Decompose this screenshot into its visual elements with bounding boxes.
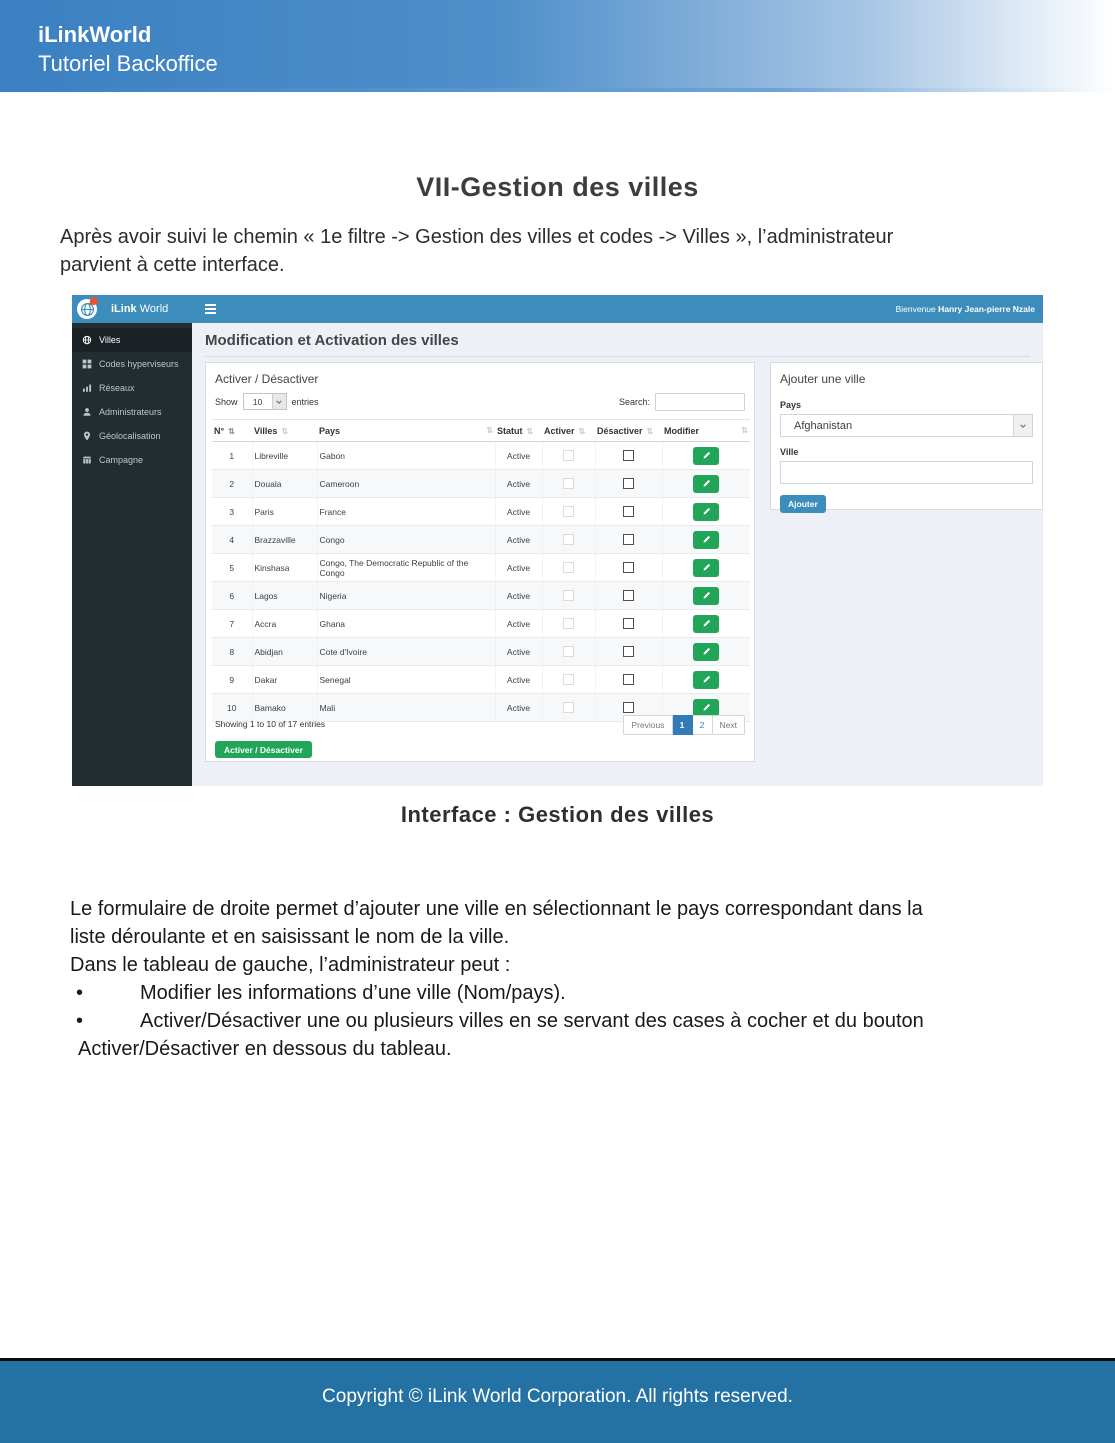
modifier-button[interactable]: [693, 615, 719, 633]
sidebar-item-geolocalisation[interactable]: [72, 424, 192, 448]
entries-label: entries: [291, 396, 319, 407]
pays-cell: Nigeria: [317, 582, 495, 610]
statut-cell: Active: [495, 638, 542, 666]
edit-pencil-icon: [702, 647, 711, 656]
statut-cell: Active: [495, 610, 542, 638]
sidebar-item-reseaux[interactable]: [72, 376, 192, 400]
ville-cell: Accra: [252, 610, 317, 638]
edit-pencil-icon: [702, 535, 711, 544]
activer-checkbox[interactable]: [563, 534, 574, 545]
ilink-globe-logo-icon: [77, 299, 97, 319]
statut-cell: Active: [495, 526, 542, 554]
figure-caption: Interface : Gestion des villes: [400, 802, 715, 827]
ville-cell: Abidjan: [252, 638, 317, 666]
row-number-cell: 3: [212, 498, 252, 526]
ville-cell: Lagos: [252, 582, 317, 610]
row-number-cell: 2: [212, 470, 252, 498]
search-label: Search:: [618, 397, 650, 407]
intro-line-2: parvient à cette interface.: [60, 254, 285, 276]
activer-checkbox[interactable]: [563, 646, 574, 657]
row-number-cell: 8: [212, 638, 252, 666]
villes-table-card: [205, 362, 755, 762]
bullet-marker: •: [76, 982, 84, 1004]
header-label: Statut: [497, 425, 523, 436]
desactiver-checkbox[interactable]: [623, 590, 634, 601]
pays-selected-value: Afghanistan: [794, 419, 853, 432]
bullet-item: [70, 979, 1070, 1007]
activer-checkbox[interactable]: [563, 478, 574, 489]
pays-cell: Congo, The Democratic Republic of the Congo: [317, 554, 495, 582]
statut-cell: Active: [495, 582, 542, 610]
header-label: N°: [214, 425, 225, 436]
statut-cell: Active: [495, 666, 542, 694]
edit-pencil-icon: [702, 479, 711, 488]
statut-cell: Active: [495, 498, 542, 526]
document-brand: iLinkWorld: [38, 22, 152, 47]
row-number-cell: 6: [212, 582, 252, 610]
header-pays[interactable]: [317, 420, 495, 442]
header-activer[interactable]: [542, 420, 595, 442]
showing-entries-text: Showing 1 to 10 of 17 entries: [215, 719, 326, 729]
table-row: [212, 554, 750, 582]
header-statut[interactable]: [495, 420, 542, 442]
app-brand-light: World: [139, 303, 169, 315]
sidebar-item-codes-hyperviseurs[interactable]: [72, 352, 192, 376]
app-content: [192, 323, 1043, 786]
add-panel-title: Ajouter une ville: [780, 372, 866, 386]
edit-pencil-icon: [702, 591, 711, 600]
table-body: [212, 442, 750, 722]
sidebar-nav: [72, 323, 192, 472]
ville-cell: Brazzaville: [252, 526, 317, 554]
header-label: Activer: [544, 425, 575, 436]
show-entries-control: [215, 393, 319, 410]
desactiver-checkbox[interactable]: [623, 506, 634, 517]
bullet-text: Modifier les informations d’une ville (Nom/pays).: [140, 982, 566, 1004]
header-label: Modifier: [664, 425, 699, 436]
sidebar-item-label: Campagne: [99, 455, 144, 465]
sidebar-item-villes[interactable]: [72, 328, 192, 352]
app-brand-bold: iLink: [111, 303, 137, 315]
header-numero[interactable]: [212, 420, 252, 442]
villes-table: [212, 419, 750, 722]
modifier-button[interactable]: [693, 643, 719, 661]
pagination-page-1[interactable]: 1: [673, 715, 693, 735]
panel-title: Activer / Désactiver: [215, 372, 319, 386]
user-icon: [82, 407, 92, 417]
sort-icon[interactable]: ⇅: [281, 426, 289, 436]
desactiver-checkbox[interactable]: [623, 534, 634, 545]
header-label: Villes: [254, 425, 278, 436]
calendar-icon: [82, 455, 92, 465]
modifier-button[interactable]: [693, 559, 719, 577]
sidebar-item-label: Villes: [99, 335, 121, 345]
body-line: Dans le tableau de gauche, l’administrateur peut :: [70, 954, 511, 976]
row-number-cell: 5: [212, 554, 252, 582]
header-label: Pays: [319, 425, 341, 436]
desactiver-checkbox[interactable]: [623, 702, 634, 713]
pays-select[interactable]: [780, 414, 1033, 437]
activer-checkbox[interactable]: [563, 702, 574, 713]
globe-icon: [82, 335, 92, 345]
edit-pencil-icon: [702, 675, 711, 684]
chevron-down-icon: [272, 394, 286, 409]
row-number-cell: 9: [212, 666, 252, 694]
ajouter-button[interactable]: Ajouter: [780, 495, 826, 513]
sidebar-item-label: Réseaux: [99, 383, 135, 393]
grid-icon: [82, 359, 92, 369]
table-row: [212, 470, 750, 498]
activer-checkbox[interactable]: [563, 562, 574, 573]
pays-cell: Congo: [317, 526, 495, 554]
pagination-next[interactable]: Next: [713, 715, 745, 735]
document-subtitle: Tutoriel Backoffice: [38, 51, 218, 76]
header-label: Désactiver: [597, 425, 643, 436]
hamburger-menu-icon[interactable]: [205, 308, 216, 310]
page-length-select[interactable]: [243, 393, 287, 410]
app-logo-band: [72, 295, 192, 323]
pays-cell: Senegal: [317, 666, 495, 694]
ville-cell: Bamako: [252, 694, 317, 722]
statut-cell: Active: [495, 694, 542, 722]
row-number-cell: 10: [212, 694, 252, 722]
pagination-previous[interactable]: Previous: [623, 715, 672, 735]
desactiver-checkbox[interactable]: [623, 618, 634, 629]
logo-pin-icon: [89, 296, 98, 305]
ville-cell: Paris: [252, 498, 317, 526]
sort-icon[interactable]: ⇅: [646, 426, 654, 436]
pays-cell: France: [317, 498, 495, 526]
table-row: [212, 638, 750, 666]
title-divider: [205, 356, 1030, 357]
row-number-cell: 7: [212, 610, 252, 638]
map-marker-icon: [82, 431, 92, 441]
desactiver-checkbox[interactable]: [623, 562, 634, 573]
table-row: [212, 666, 750, 694]
row-number-cell: 4: [212, 526, 252, 554]
bullet-continuation: Activer/Désactiver en dessous du tableau.: [78, 1038, 452, 1060]
body-line: Le formulaire de droite permet d’ajouter une ville en sélectionnant le pays correspondant dans la: [70, 898, 923, 920]
modifier-button[interactable]: [693, 531, 719, 549]
body-line: liste déroulante et en saisissant le nom de la ville.: [70, 926, 510, 948]
activer-checkbox[interactable]: [563, 506, 574, 517]
modifier-button[interactable]: [693, 699, 719, 717]
document-header: [0, 0, 1115, 88]
backoffice-screenshot: [72, 295, 1043, 786]
bullet-marker: •: [76, 1010, 84, 1032]
sort-icon[interactable]: ⇅: [741, 425, 748, 435]
pays-cell: Cote d'Ivoire: [317, 638, 495, 666]
ville-label: Ville: [780, 447, 799, 457]
modifier-button[interactable]: [693, 475, 719, 493]
table-row: [212, 526, 750, 554]
sort-icon[interactable]: ⇅: [578, 426, 586, 436]
desactiver-checkbox[interactable]: [623, 450, 634, 461]
activer-checkbox[interactable]: [563, 674, 574, 685]
sort-icon[interactable]: ⇅: [526, 426, 534, 436]
table-row: [212, 610, 750, 638]
search-input[interactable]: [655, 393, 745, 411]
welcome-message: [896, 295, 1035, 323]
modifier-button[interactable]: [693, 587, 719, 605]
app-brand: [111, 303, 168, 315]
pays-cell: Ghana: [317, 610, 495, 638]
modifier-button[interactable]: [693, 671, 719, 689]
table-header-row: [212, 420, 750, 442]
pagination: [623, 715, 745, 735]
header-desactiver[interactable]: [595, 420, 662, 442]
ville-cell: Libreville: [252, 442, 317, 470]
ajouter-ville-card: [770, 362, 1043, 510]
sidebar-item-label: Administrateurs: [99, 407, 162, 417]
edit-pencil-icon: [702, 619, 711, 628]
table-row: [212, 582, 750, 610]
sort-icon[interactable]: ⇅: [228, 426, 235, 436]
statut-cell: Active: [495, 470, 542, 498]
body-text: [70, 895, 1070, 1063]
edit-pencil-icon: [702, 451, 711, 460]
ville-cell: Kinshasa: [252, 554, 317, 582]
show-label: Show: [215, 396, 238, 407]
welcome-prefix: Bienvenue: [895, 304, 939, 314]
statut-cell: Active: [495, 442, 542, 470]
document-footer: Copyright © iLink World Corporation. All rights reserved.: [0, 1358, 1115, 1443]
statut-cell: Active: [495, 554, 542, 582]
desactiver-checkbox[interactable]: [623, 674, 634, 685]
ville-input[interactable]: [780, 461, 1033, 484]
app-sidebar: [72, 295, 192, 786]
table-controls: [215, 393, 745, 411]
sidebar-item-campagne[interactable]: [72, 448, 192, 472]
app-page-title: Modification et Activation des villes: [205, 332, 459, 349]
ville-cell: Douala: [252, 470, 317, 498]
intro-paragraph: [60, 223, 1060, 279]
bullet-text: Activer/Désactiver une ou plusieurs villes en se servant des cases à cocher et du bouton: [140, 1010, 924, 1032]
app-topbar: [192, 295, 1043, 323]
bar-chart-icon: [82, 383, 92, 393]
activer-checkbox[interactable]: [563, 618, 574, 629]
header-villes[interactable]: [252, 420, 317, 442]
table-row: [212, 498, 750, 526]
pays-label: Pays: [780, 400, 802, 410]
sidebar-item-label: Géolocalisation: [99, 431, 161, 441]
sidebar-item-administrateurs[interactable]: [72, 400, 192, 424]
sort-icon[interactable]: ⇅: [486, 425, 493, 435]
sidebar-item-label: Codes hyperviseurs: [99, 359, 179, 369]
activer-desactiver-button[interactable]: Activer / Désactiver: [215, 741, 312, 758]
row-number-cell: 1: [212, 442, 252, 470]
desactiver-checkbox[interactable]: [623, 646, 634, 657]
bullet-item: [70, 1007, 1070, 1035]
search-control: [619, 393, 745, 411]
ville-cell: Dakar: [252, 666, 317, 694]
modifier-button[interactable]: [693, 447, 719, 465]
edit-pencil-icon: [702, 563, 711, 572]
intro-line-1: Après avoir suivi le chemin « 1e filtre -> Gestion des villes et codes -> Villes », l’administrateur: [60, 226, 894, 248]
chevron-down-icon: [1013, 415, 1032, 436]
edit-pencil-icon: [702, 703, 711, 712]
header-modifier[interactable]: [662, 420, 750, 442]
desactiver-checkbox[interactable]: [623, 478, 634, 489]
pays-cell: Mali: [317, 694, 495, 722]
pays-cell: Gabon: [317, 442, 495, 470]
activer-checkbox[interactable]: [563, 450, 574, 461]
welcome-user-name: Hanry Jean-pierre Nzale: [938, 304, 1035, 314]
pagination-page-2[interactable]: 2: [693, 715, 713, 735]
table-row: [212, 442, 750, 470]
section-title: VII-Gestion des villes: [416, 172, 699, 202]
pays-cell: Cameroon: [317, 470, 495, 498]
table-footer: [215, 715, 745, 735]
modifier-button[interactable]: [693, 503, 719, 521]
page-length-value: 10: [252, 396, 263, 407]
activer-checkbox[interactable]: [563, 590, 574, 601]
edit-pencil-icon: [702, 507, 711, 516]
